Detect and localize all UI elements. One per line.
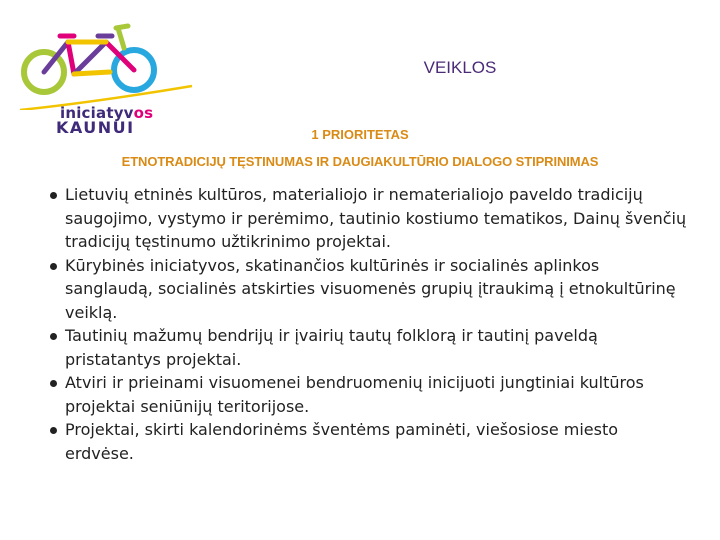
priority-heading: 1 PRIORITETAS — [311, 127, 409, 142]
logo-wordmark-bottom: KAUNUI — [56, 118, 135, 137]
bullet-icon — [50, 263, 57, 270]
bullet-icon — [50, 380, 57, 387]
list-item: Tautinių mažumų bendrijų ir įvairių tautų folklorą ir tautinį paveldą pristatantys projektai. — [48, 324, 688, 371]
logo-wordmark-top: iniciatyvos — [60, 104, 154, 122]
list-item: Atviri ir prieinami visuomenei bendruomenių inicijuoti jungtiniai kultūros projektai seniūnijų teritorijose. — [48, 371, 688, 418]
bullet-icon — [50, 192, 57, 199]
tandem-bicycle-icon — [16, 14, 194, 110]
list-item: Projektai, skirti kalendorinėms šventėms paminėti, viešosiose miesto erdvėse. — [48, 418, 688, 465]
bullet-icon — [50, 427, 57, 434]
priority-subtitle: ETNOTRADICIJŲ TĘSTINUMAS IR DAUGIAKULTŪRIO DIALOGO STIPRINIMAS — [121, 154, 599, 169]
activity-list — [48, 183, 688, 465]
logo — [16, 14, 194, 137]
list-item: Lietuvių etninės kultūros, materialiojo ir nematerialiojo paveldo tradicijų saugojimo, vystymo ir perėmimo, tautinio kostiumo tematikos, Dainų švenčių tradicijų tęstinumo užtikrinimo projektai. — [48, 183, 688, 254]
slide-title: VEIKLOS — [423, 58, 497, 77]
list-item: Kūrybinės iniciatyvos, skatinančios kultūrinės ir socialinės aplinkos sanglaudą, socialinės atskirties visuomenės grupių įtraukimą į etnokultūrinę veiklą. — [48, 254, 688, 325]
bullet-icon — [50, 333, 57, 340]
